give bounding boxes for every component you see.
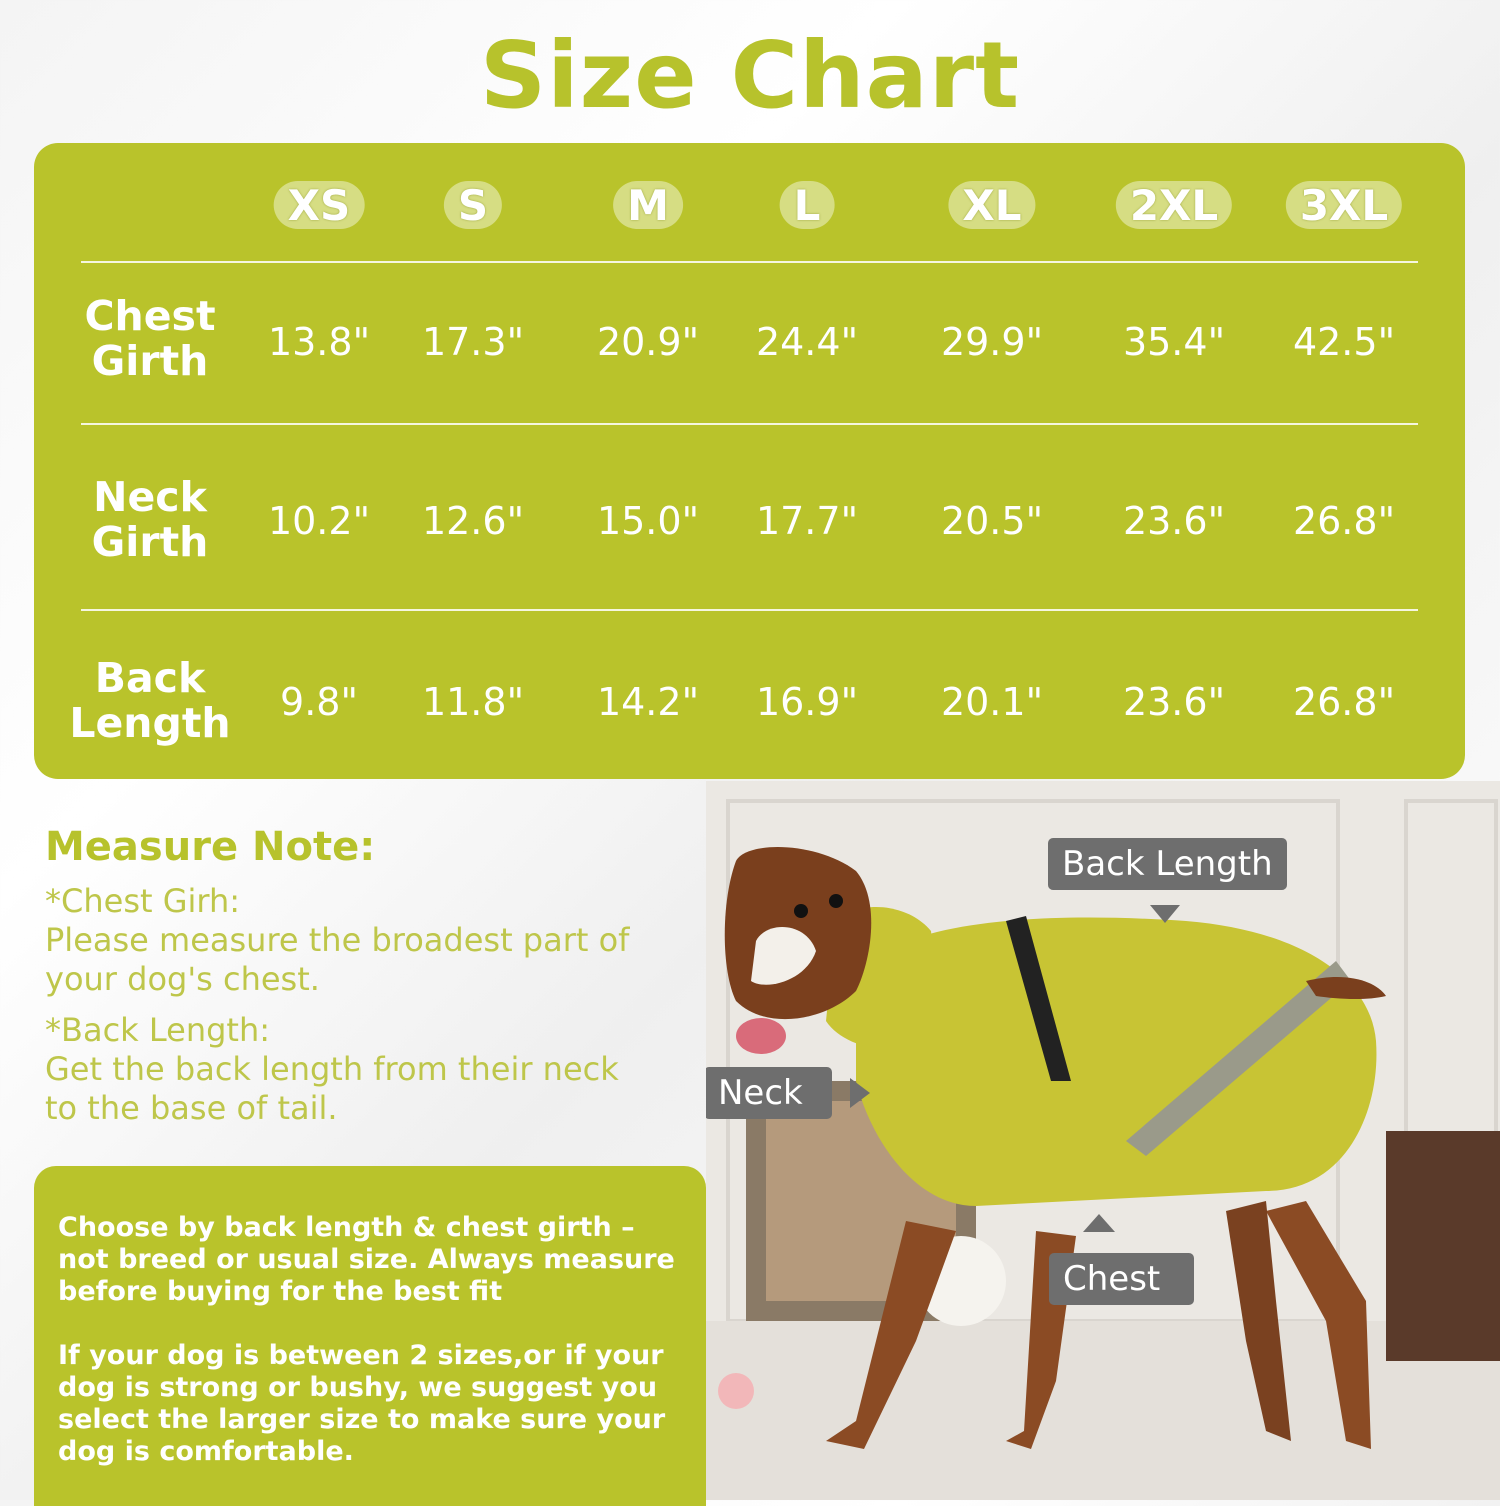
chest-tag: Chest bbox=[1049, 1253, 1194, 1305]
table-cell: 23.6" bbox=[1122, 499, 1226, 543]
table-cell: 17.3" bbox=[421, 320, 525, 364]
chest-note-heading: *Chest Girh: bbox=[45, 882, 241, 920]
size-header-l: L bbox=[780, 181, 835, 229]
table-cell: 13.8" bbox=[267, 320, 371, 364]
table-cell: 10.2" bbox=[267, 499, 371, 543]
divider bbox=[81, 609, 1418, 611]
table-cell: 26.8" bbox=[1292, 680, 1396, 724]
size-table bbox=[34, 143, 1465, 779]
row-label-chest-girth: Chest Girth bbox=[84, 292, 216, 385]
size-header-3xl: 3XL bbox=[1286, 181, 1402, 229]
table-cell: 14.2" bbox=[596, 680, 700, 724]
table-cell: 20.1" bbox=[940, 680, 1044, 724]
size-header-xs: XS bbox=[274, 181, 365, 229]
back-note-text: Get the back length from their neck to the base of tail. bbox=[45, 1050, 619, 1127]
divider bbox=[81, 261, 1418, 263]
table-cell: 16.9" bbox=[755, 680, 859, 724]
size-header-2xl: 2XL bbox=[1116, 181, 1232, 229]
tip-paragraph-1: Choose by back length & chest girth – not breed or usual size. Always measure before buying for the best fit bbox=[58, 1212, 675, 1307]
table-cell: 26.8" bbox=[1292, 499, 1396, 543]
sizing-tips-box bbox=[34, 1166, 706, 1506]
table-cell: 20.9" bbox=[596, 320, 700, 364]
measure-note-title: Measure Note: bbox=[45, 824, 376, 870]
table-cell: 24.4" bbox=[755, 320, 859, 364]
size-header-s: S bbox=[444, 181, 502, 229]
table-cell: 9.8" bbox=[280, 680, 358, 724]
arrow-up-icon bbox=[1083, 1214, 1115, 1232]
back-note-heading: *Back Length: bbox=[45, 1011, 271, 1049]
table-cell: 17.7" bbox=[755, 499, 859, 543]
back-length-tag: Back Length bbox=[1048, 838, 1287, 890]
row-label-back-length: Back Length bbox=[69, 654, 231, 747]
arrow-right-icon bbox=[850, 1078, 870, 1108]
dog-photo bbox=[706, 781, 1500, 1500]
chest-note-text: Please measure the broadest part of your dog's chest. bbox=[45, 921, 630, 998]
table-cell: 11.8" bbox=[421, 680, 525, 724]
table-cell: 20.5" bbox=[940, 499, 1044, 543]
neck-tag: Neck bbox=[706, 1067, 832, 1119]
table-cell: 12.6" bbox=[421, 499, 525, 543]
table-cell: 35.4" bbox=[1122, 320, 1226, 364]
tip-paragraph-2: If your dog is between 2 sizes,or if your dog is strong or bushy, we suggest you select the larger size to make sure your dog is comfortable. bbox=[58, 1340, 666, 1467]
table-cell: 42.5" bbox=[1292, 320, 1396, 364]
page-title: Size Chart bbox=[479, 22, 1021, 129]
table-cell: 23.6" bbox=[1122, 680, 1226, 724]
table-cell: 29.9" bbox=[940, 320, 1044, 364]
size-header-m: M bbox=[613, 181, 683, 229]
size-header-xl: XL bbox=[948, 181, 1035, 229]
divider bbox=[81, 423, 1418, 425]
row-label-neck-girth: Neck Girth bbox=[91, 473, 209, 566]
arrow-down-icon bbox=[1150, 905, 1180, 923]
table-cell: 15.0" bbox=[596, 499, 700, 543]
